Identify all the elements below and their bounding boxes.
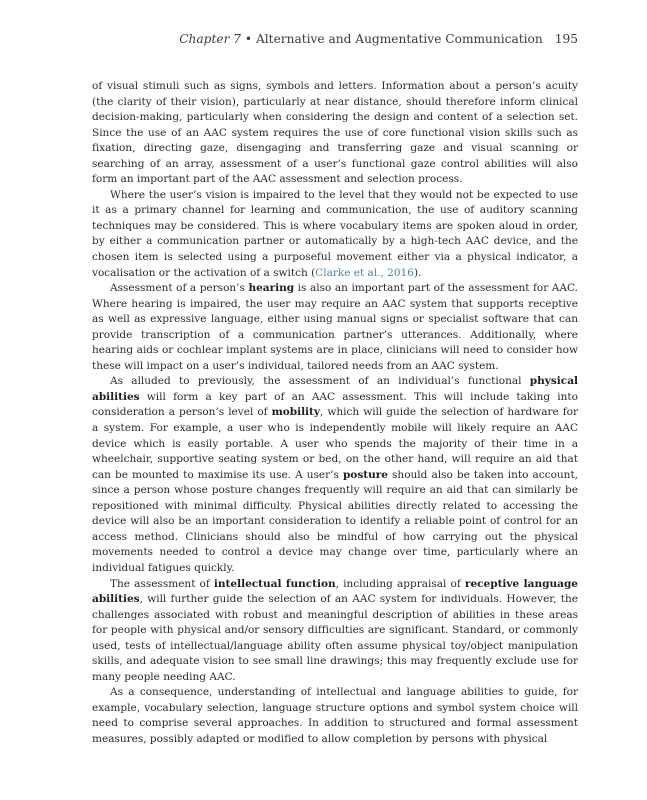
paragraph-3 — [92, 281, 578, 374]
paragraph-5-text-2: , including appraisal of — [335, 577, 465, 590]
paragraph-5 — [92, 577, 578, 686]
term-posture: posture — [342, 468, 388, 481]
term-receptive-language: receptive language abilities — [92, 577, 578, 606]
citation-link[interactable]: Clarke et al., 2016 — [315, 266, 414, 279]
paragraph-3-rest: is also an important part of the assessment for AAC. Where hearing is impaired, the user may require an AAC system that supports receptive as well as expressive language, either using manual signs or specialist software that can provide transcription of a communication partner’s utterances. Additionally, where hearing aids or cochlear implant systems are in place, clinicians will need to consider how these will impact on a user’s individual, tailored needs from an AAC system. — [92, 282, 578, 372]
term-mobility: mobility — [271, 406, 321, 419]
paragraph-4-text-3: , which will guide the selection of hardware for a system. For example, a user who is independently mobile will likely require an AAC device which is easily portable. A user who spends the majority of their time in a wheelchair, supportive seating system or bed, on the other hand, will require an aid that can be mounted to maximise its use. A user’s — [92, 406, 578, 481]
term-physical-abilities: physical abilities — [92, 375, 578, 403]
paragraph-1: of visual stimuli such as signs, symbols and letters. Information about a person’s acuity (the clarity of their vision), particularly at near distance, should therefore inform clinical decision-making, particularly when considering the design and content of a selection set. Since the use of an AAC system requires the use of core functional vision skills such as fixation, directing gaze, disengaging and transferring gaze and visual scanning or searching of an array, assessment of a user’s functional gaze control abilities will also form an important part of the AAC assessment and selection process. — [92, 80, 578, 186]
paragraph-4-text-4: should also be taken into account, since a person whose posture changes frequently will require an aid that can similarly be repositioned with minimal difficulty. Physical abilities directly related to accessing the device will also be an important consideration to identify a reliable point of control for an access method. Clinicians should also be mindful of how carrying out the physical movements needed to control a device may change over time, particularly where an individual fatigues quickly. — [92, 468, 579, 574]
term-intellectual-function: intellectual function — [213, 577, 336, 590]
paragraph-2-text: Where the user’s vision is impaired to the level that they would not be expected to use it as a primary channel for learning and communication, the use of auditory scanning techniques may be considered. This is where vocabulary items are spoken aloud in order, by either a communication partner or automatically by a high-tech AAC device, and the chosen item is selected using a purposeful movement either via a physical indicator, a vocalisation or the activation of a switch ( — [92, 188, 578, 279]
paragraph-2-end: ). — [413, 266, 422, 279]
paragraph-3-text: Assessment of a person’s — [110, 282, 249, 295]
term-hearing: hearing — [248, 282, 295, 295]
paragraph-4-text: As alluded to previously, the assessment of an individual’s functional — [110, 375, 530, 388]
page-number: 195 — [554, 32, 578, 46]
paragraph-4-text-2: will form a key part of an AAC assessment. This will include taking into consideration a person’s level of — [92, 390, 578, 419]
header-separator: • — [241, 32, 256, 46]
paragraph-2 — [92, 188, 578, 281]
body-text — [92, 79, 578, 748]
chapter-label: Chapter 7 — [179, 32, 242, 46]
paragraph-5-text-3: , will further guide the selection of an AAC system for individuals. However, the challenges associated with robust and meaningful description of abilities in these areas for people with physical and/or sensory difficulties are significant. Standard, or commonly used, tests of intellectual/language ability often assume physical toy/object manipulation skills, and adequate vision to see small line drawings; this may frequently exclude use for many people needing AAC. — [92, 593, 578, 683]
paragraph-5-text: The assessment of — [110, 577, 214, 590]
paragraph-4 — [92, 374, 578, 576]
chapter-title: Alternative and Augmentative Communication — [255, 32, 543, 46]
running-head — [179, 32, 578, 46]
paragraph-6: As a consequence, understanding of intellectual and language abilities to guide, for example, vocabulary selection, language structure options and symbol system choice will need to comprise several approaches. In addition to structured and formal assessment measures, possibly adapted or modified to allow completion by persons with physical — [92, 686, 578, 745]
